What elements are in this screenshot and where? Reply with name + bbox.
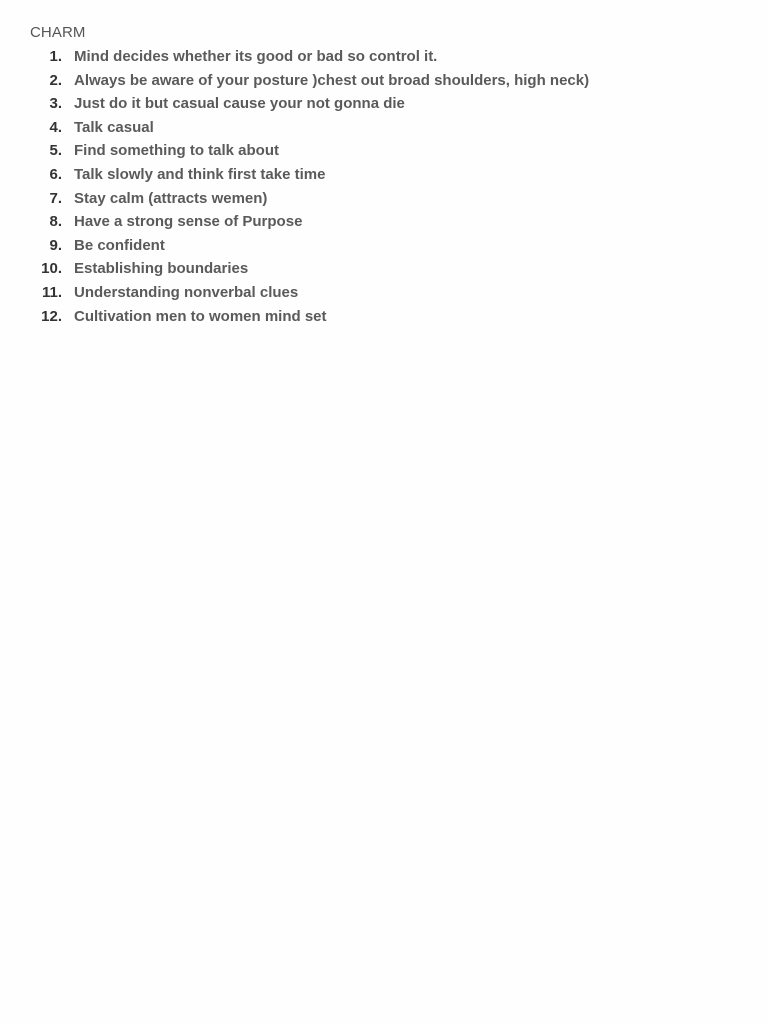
list-item-number: 9. bbox=[49, 236, 62, 254]
list-item-number: 5. bbox=[49, 142, 62, 160]
list-item[interactable] bbox=[30, 187, 750, 211]
list-item-number: 12. bbox=[41, 307, 62, 325]
numbered-list bbox=[30, 45, 750, 328]
list-item-text[interactable]: Talk slowly and think first take time bbox=[74, 165, 326, 183]
list-item[interactable] bbox=[30, 234, 750, 258]
list-item[interactable] bbox=[30, 210, 750, 234]
list-item-text[interactable]: Be confident bbox=[74, 236, 165, 254]
list-item-number: 4. bbox=[49, 118, 62, 136]
list-item-number: 8. bbox=[49, 213, 62, 231]
list-item-number: 2. bbox=[49, 71, 62, 89]
list-item-number: 6. bbox=[49, 165, 62, 183]
list-item[interactable] bbox=[30, 257, 750, 281]
list-item[interactable] bbox=[30, 69, 750, 93]
list-item-text[interactable]: Cultivation men to women mind set bbox=[74, 307, 327, 325]
list-item[interactable] bbox=[30, 305, 750, 329]
list-item[interactable] bbox=[30, 45, 750, 69]
list-item-number: 11. bbox=[41, 283, 62, 301]
list-item-text[interactable]: Talk casual bbox=[74, 118, 154, 136]
list-item[interactable] bbox=[30, 139, 750, 163]
list-item[interactable] bbox=[30, 163, 750, 187]
note-title[interactable]: CHARM bbox=[30, 24, 86, 41]
note-body[interactable] bbox=[30, 22, 750, 328]
list-item-text[interactable]: Have a strong sense of Purpose bbox=[74, 213, 303, 231]
list-item-text[interactable]: Establishing boundaries bbox=[74, 260, 249, 278]
list-item[interactable] bbox=[30, 92, 750, 116]
list-item-number: 7. bbox=[49, 189, 62, 207]
list-item-number: 1. bbox=[49, 48, 62, 65]
list-item[interactable] bbox=[30, 116, 750, 140]
list-item[interactable] bbox=[30, 281, 750, 305]
list-item-text[interactable]: Find something to talk about bbox=[74, 142, 279, 160]
list-item-number: 10. bbox=[41, 260, 62, 278]
list-item-text[interactable]: Always be aware of your posture )chest out broad shoulders, high neck) bbox=[74, 71, 590, 89]
list-item-number: 3. bbox=[49, 95, 62, 113]
list-item-text[interactable]: Mind decides whether its good or bad so control it. bbox=[74, 48, 438, 65]
list-item-text[interactable]: Understanding nonverbal clues bbox=[74, 283, 299, 301]
list-item-text[interactable]: Stay calm (attracts wemen) bbox=[74, 189, 268, 207]
list-item-text[interactable]: Just do it but casual cause your not gonna die bbox=[74, 95, 405, 113]
